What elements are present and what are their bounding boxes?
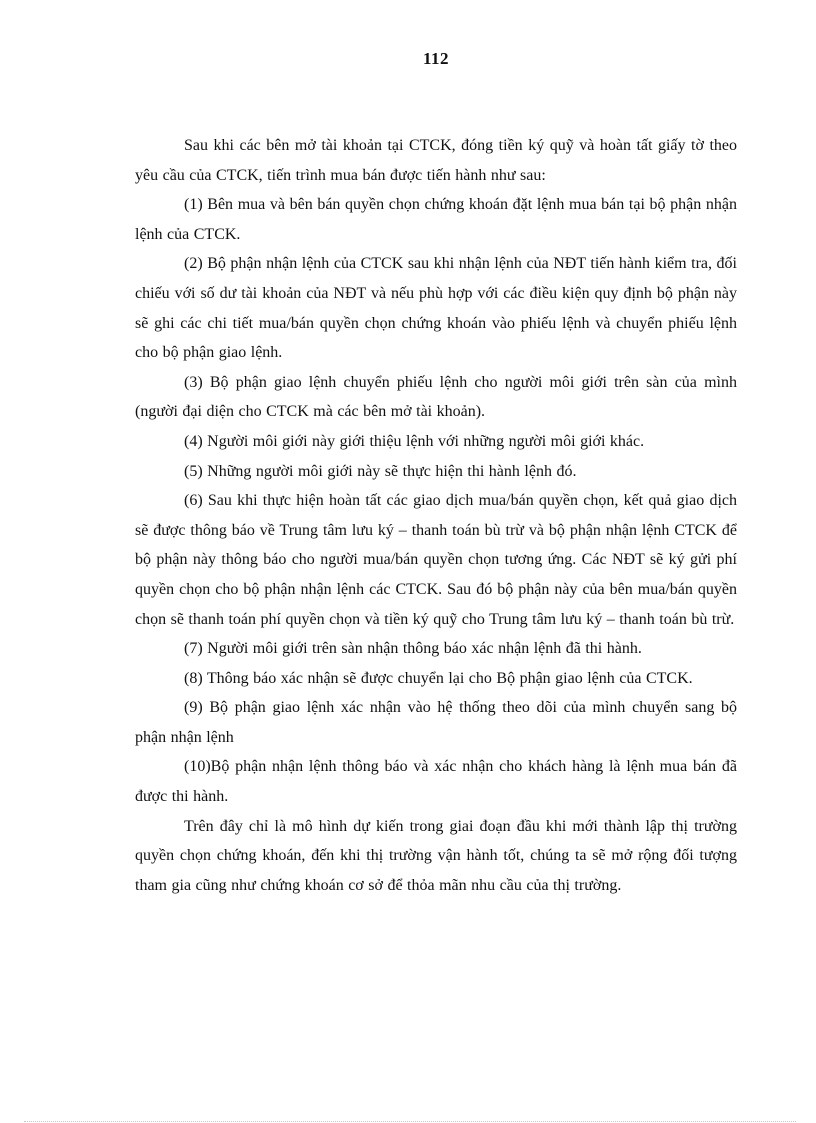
paragraph-step-8: (8) Thông báo xác nhận sẽ được chuyển lại cho Bộ phận giao lệnh của CTCK. — [184, 669, 693, 687]
paragraph-step-10: (10)Bộ phận nhận lệnh thông báo và xác nhận cho khách hàng là lệnh mua bán đã được thi hành. — [135, 758, 737, 806]
paragraph-intro: Sau khi các bên mở tài khoản tại CTCK, đóng tiền ký quỹ và hoàn tất giấy tờ theo yêu cầu của CTCK, tiến trình mua bán được tiến hành như sau: — [135, 137, 737, 184]
paragraph-step-3: (3) Bộ phận giao lệnh chuyển phiếu lệnh cho người môi giới trên sàn của mình (người đại diện cho CTCK mà các bên mở tài khoản). — [135, 373, 737, 421]
paragraph-step-1: (1) Bên mua và bên bán quyền chọn chứng khoán đặt lệnh mua bán tại bộ phận nhận lệnh của CTCK. — [135, 196, 737, 243]
page-number: 112 — [422, 49, 450, 68]
document-body — [135, 131, 737, 900]
paragraph-step-9: (9) Bộ phận giao lệnh xác nhận vào hệ thống theo dõi của mình chuyển sang bộ phận nhận lệnh — [135, 699, 737, 746]
page-bottom-divider — [24, 1121, 796, 1122]
paragraph-step-7: (7) Người môi giới trên sàn nhận thông báo xác nhận lệnh đã thi hành. — [184, 640, 642, 658]
paragraph-step-6: (6) Sau khi thực hiện hoàn tất các giao dịch mua/bán quyền chọn, kết quả giao dịch sẽ được thông báo về Trung tâm lưu ký – thanh toán bù trừ và bộ phận nhận lệnh CTCK để bộ phận này thông báo cho người mua/bán quyền chọn tương ứng. Các NĐT sẽ ký gửi phí quyền chọn cho bộ phận nhận lệnh các CTCK. Sau đó bộ phận này của bên mua/bán quyền chọn sẽ thanh toán phí quyền chọn và tiền ký quỹ cho Trung tâm lưu ký – thanh toán bù trừ. — [135, 492, 737, 628]
paragraph-conclusion: Trên đây chỉ là mô hình dự kiến trong giai đoạn đầu khi mới thành lập thị trường quyền chọn chứng khoán, đến khi thị trường vận hành tốt, chúng ta sẽ mở rộng đối tượng tham gia cũng như chứng khoán cơ sở để thỏa mãn nhu cầu của thị trường. — [135, 817, 737, 894]
paragraph-step-2: (2) Bộ phận nhận lệnh của CTCK sau khi nhận lệnh của NĐT tiến hành kiểm tra, đối chiếu với số dư tài khoản của NĐT và nếu phù hợp với các điều kiện quy định bộ phận này sẽ ghi các chi tiết mua/bán quyền chọn chứng khoán vào phiếu lệnh và chuyển phiếu lệnh cho bộ phận giao lệnh. — [135, 255, 737, 362]
paragraph-step-5: (5) Những người môi giới này sẽ thực hiện thi hành lệnh đó. — [184, 462, 577, 480]
paragraph-step-4: (4) Người môi giới này giới thiệu lệnh với những người môi giới khác. — [184, 432, 645, 450]
